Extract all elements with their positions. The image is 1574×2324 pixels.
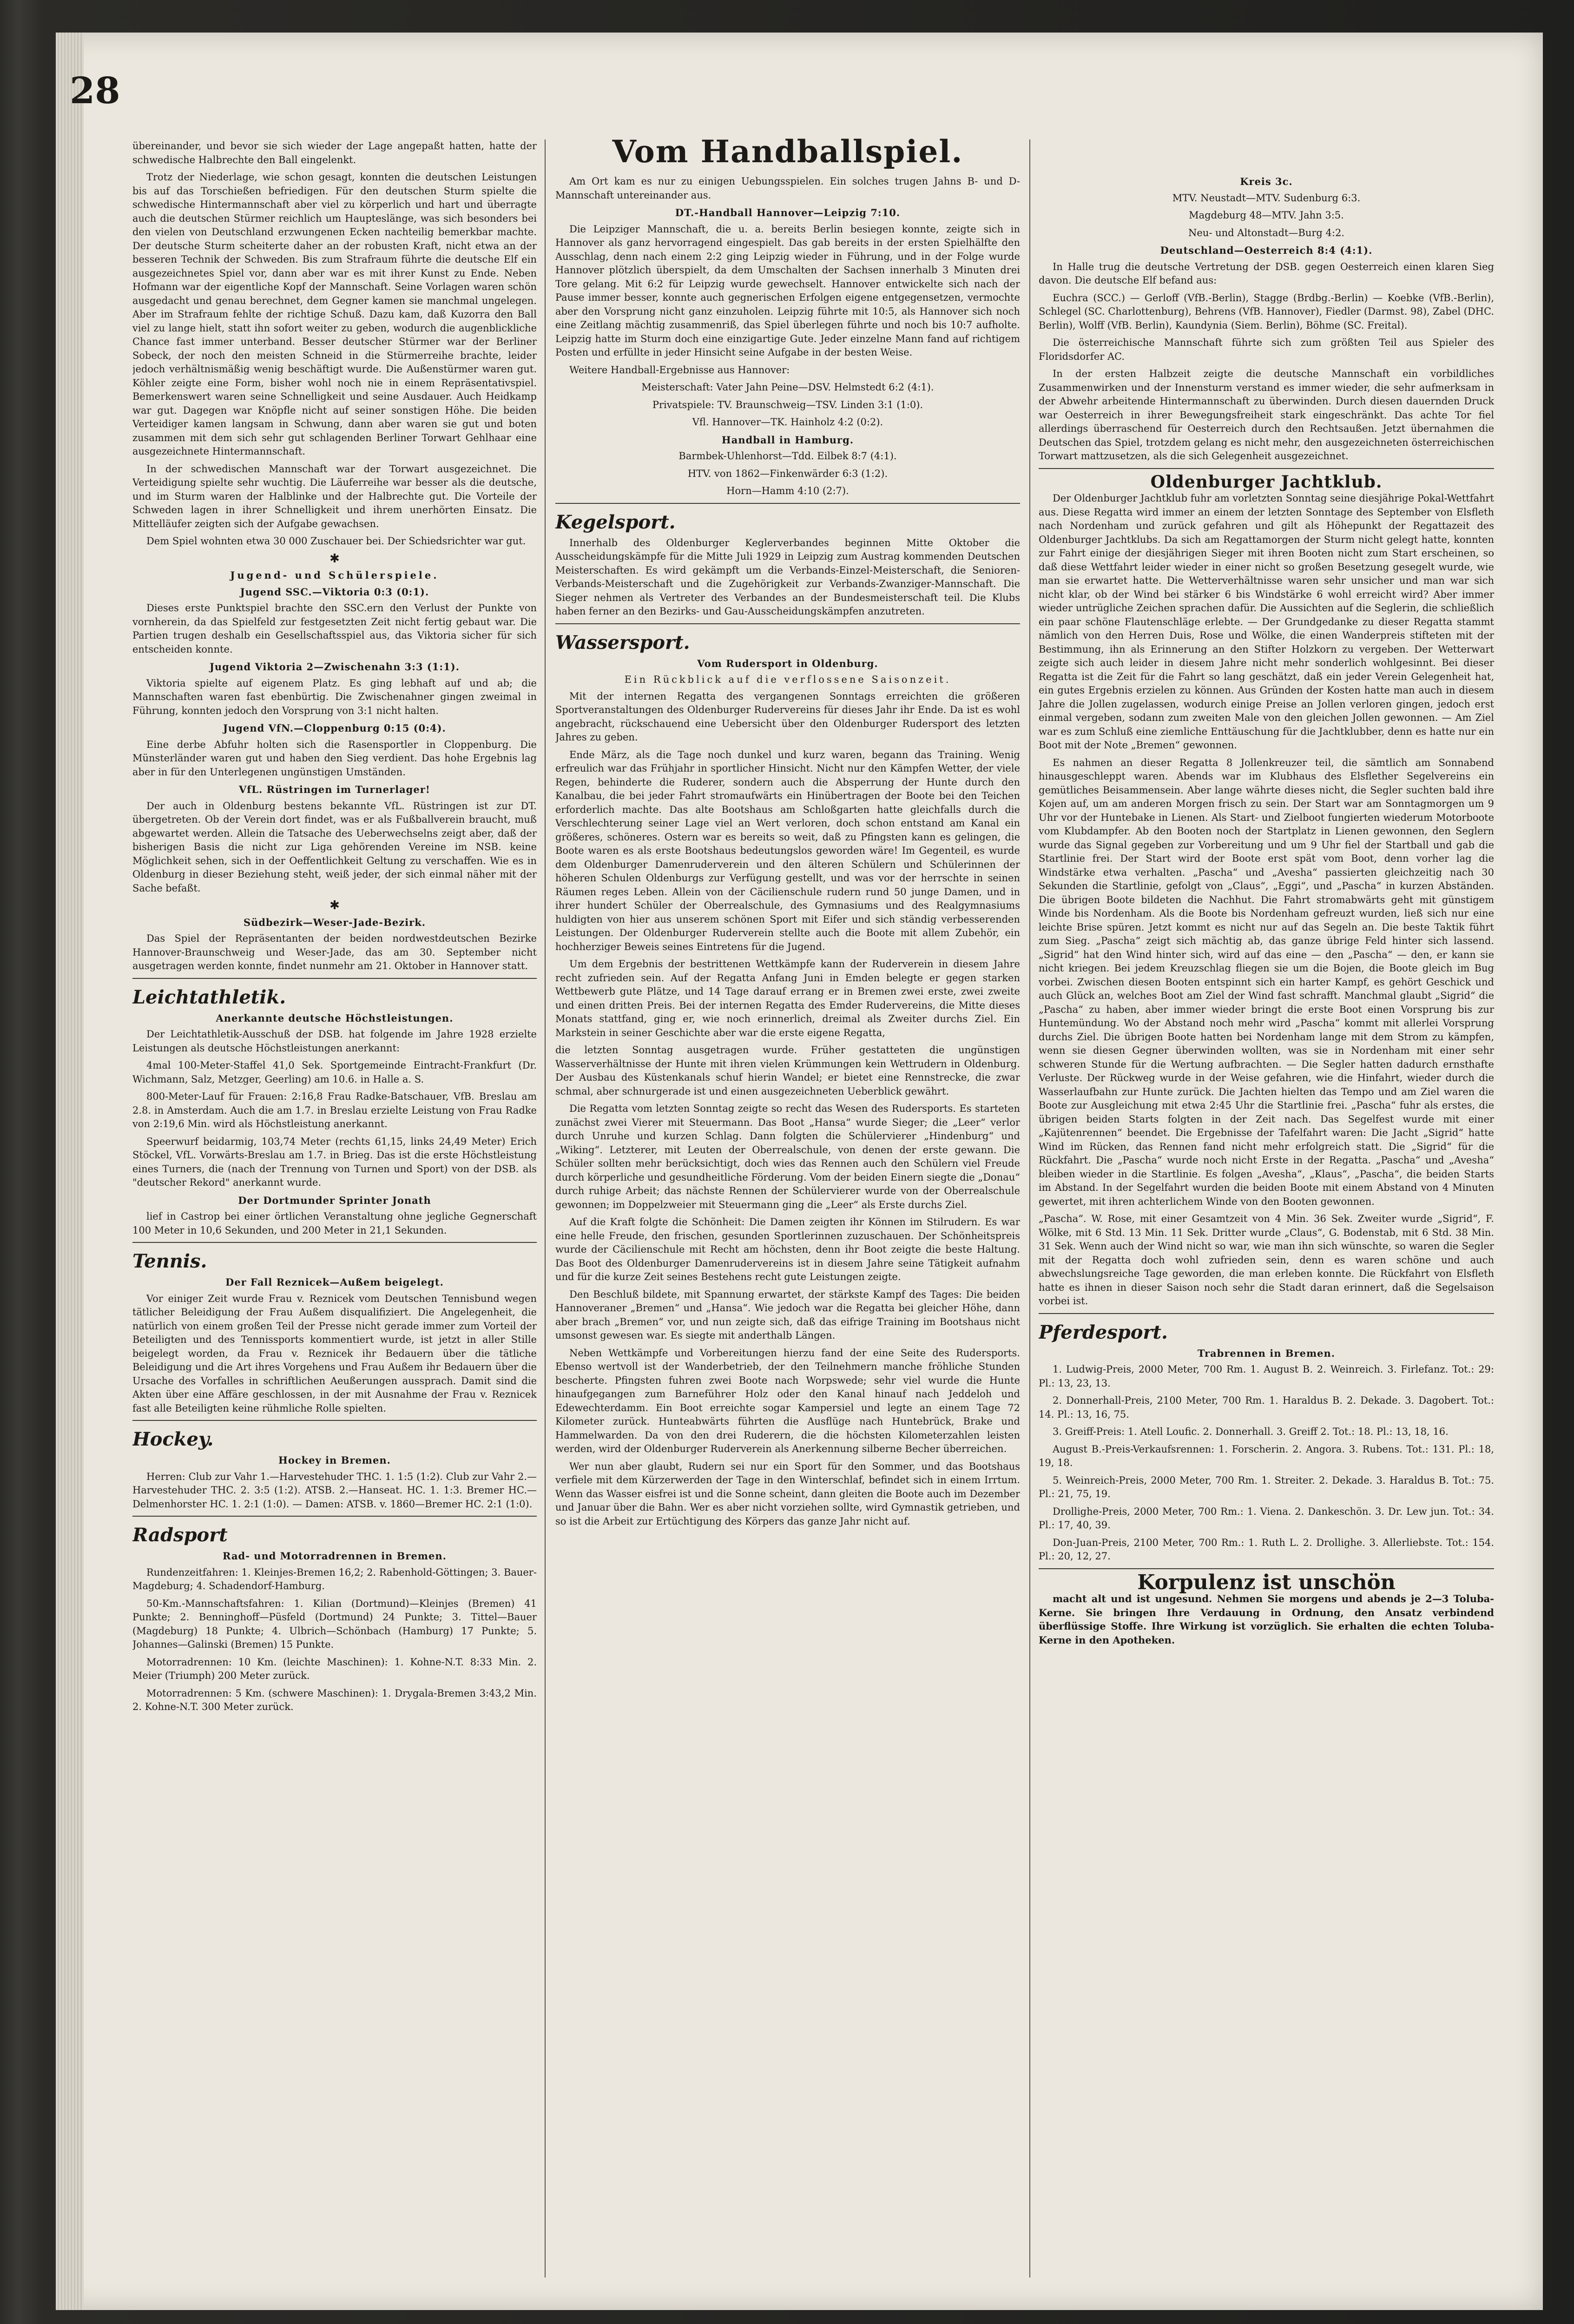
section-subheading: Kreis 3c. xyxy=(1240,176,1293,187)
article-paragraph: Am Ort kam es nur zu einigen Uebungsspielen. Ein solches trugen Jahns B- und D-Mannschaft untereinander aus. xyxy=(555,176,1020,201)
news-heading: Südbezirk—Weser-Jade-Bezirk. xyxy=(243,916,426,928)
article-paragraph: Vor einiger Zeit wurde Frau v. Reznicek vom Deutschen Tennisbund wegen tätlicher Beleidigung der Frau Außem disqualifiziert. Die Angelegenheit, die natürlich von einem großen Teil der Presse nicht gerade immer zum Vorteil der Beteiligten und des Tennissports kommentiert wurde, ist jetzt in aller Stille beigelegt worden, da Frau v. Reznicek ihr Bedauern über die tätliche Beleidigung und die Art ihres Vorgehens und Frau Außem ihr Bedauern über die Ursache des Vorfalles in schriftlichen Aeußerungen aussprach. Damit sind die Akten über eine Affäre geschlossen, in der mit Ausnahme der Frau v. Reznicek fast alle Beteiligten keine rühmliche Rolle spielten. xyxy=(132,1293,537,1414)
result-line: Privatspiele: TV. Braunschweig—TSV. Linden 3:1 (1:0). xyxy=(652,399,923,410)
result-line: Horn—Hamm 4:10 (2:7). xyxy=(726,485,849,496)
article-paragraph: 800-Meter-Lauf für Frauen: 2:16,8 Frau Radke-Batschauer, VfB. Breslau am 2.8. in Amsterdam. Auch die am 1.7. in Breslau erzielte Leistung von Frau Radke von 2:19,6 Min. wird als Höchstleistung anerkannt. xyxy=(132,1091,537,1129)
result-line: Vfl. Hannover—TK. Hainholz 4:2 (0:2). xyxy=(692,416,883,428)
article-paragraph: Euchra (SCC.) — Gerloff (VfB.-Berlin), Stagge (Brdbg.-Berlin) — Koebke (VfB.-Berlin), Schlegel (SC. Charlottenburg), Behrens (VfB. Hannover), Fiedler (Darmst. 98), Zabel (DHC. Berlin), Wolff (VfB. Berlin), Kaundynia (Siem. Berlin), Böhme (SC. Freital). xyxy=(1039,292,1494,331)
article-paragraph: Die Regatta vom letzten Sonntag zeigte so recht das Wesen des Rudersports. Es starteten zunächst zwei Vierer mit Steuermann. Das Boot „Hansa“ wurde Sieger; die „Leer“ verlor durch Unruhe und kurzen Schlag. Dann folgten die Schülervierer „Hindenburg“ und „Wiking“. Letzterer, mit Leuten der Oberrealschule, von denen der erste gewann. Die Schüler sollten mehr berücksichtigt, doch wies das Rennen auch den Schülern viel Freude durch körperliche und gesundheitliche Förderung. Vom der beiden Einern siegte die „Donau“ durch ruhige Arbeit; das nächste Rennen der Schülervierer wurde von der Oberrealschule gewonnen; im Doppelzweier mit Steuermann ging die „Leer“ als Erste durchs Ziel. xyxy=(555,1103,1020,1210)
section-divider xyxy=(1039,1313,1494,1314)
race-result: 1. Ludwig-Preis, 2000 Meter, 700 Rm. 1. August B. 2. Weinreich. 3. Firlefanz. Tot.: 29: Pl.: 13, 23, 13. xyxy=(1039,1364,1494,1389)
article-paragraph: Neben Wettkämpfe und Vorbereitungen hierzu fand der eine Seite des Rudersports. Ebenso wertvoll ist der Wanderbetrieb, der den Teilnehmern manche fröhliche Stunden bescherte. Pfingsten fuhren zwei Boote nach Worpswede; sehr viel wurde die Hunte hinaufgegangen zum Barneführer Holz oder den Kanal hinauf nach Jeddeloh und Edewechterdamm. Ein Boot erreichte sogar Kampersiel und legte an einem Tage 72 Kilometer zurück. Hunteabwärts führten die Ausflüge nach Huntebrück, Brake und Hammelwarden. Da von den drei Ruderern, die die höchsten Kilometerzahlen leisten werden, wird der Oldenburger Ruderverein als Anerkennung silberne Becher überreichen. xyxy=(555,1347,1020,1454)
section-subheading: Handball in Hamburg. xyxy=(721,434,854,446)
match-heading: Jugend VfN.—Cloppenburg 0:15 (0:4). xyxy=(223,722,446,734)
article-paragraph: Rundenzeitfahren: 1. Kleinjes-Bremen 16,2; 2. Rabenhold-Göttingen; 3. Bauer-Magdeburg; 4. Schadendorf-Hamburg. xyxy=(132,1566,537,1591)
section-title-hockey: Hockey. xyxy=(132,1428,214,1450)
article-paragraph: Innerhalb des Oldenburger Keglerverbandes beginnen Mitte Oktober die Ausscheidungskämpfe für die Mitte Juli 1929 in Leipzig zum Austrag kommenden Deutschen Meisterschaften. Es wird gekämpft um die Verbands-Einzel-Meisterschaft, die Senioren-Verbands-Meisterschaft und die Zugehörigkeit zur Verbands-Zwanziger-Mannschaft. Die Sieger nehmen als Vertreter des Verbandes an der Bundesmeisterschaft teil. Die Klubs haben ferner an den Bezirks- und Gau-Ausscheidungskämpfen anzutreten. xyxy=(555,537,1020,617)
article-paragraph: 4mal 100-Meter-Staffel 41,0 Sek. Sportgemeinde Eintracht-Frankfurt (Dr. Wichmann, Salz, Metzger, Geerling) am 10.6. in Halle a. S. xyxy=(132,1060,537,1085)
section-subheading: Rad- und Motorradrennen in Bremen. xyxy=(223,1550,447,1562)
match-heading: Jugend Viktoria 2—Zwischenahn 3:3 (1:1). xyxy=(209,661,460,673)
match-heading: Deutschland—Oesterreich 8:4 (4:1). xyxy=(1160,244,1373,256)
section-title-yacht-club: Oldenburger Jachtklub. xyxy=(1150,472,1383,492)
race-result: Drollighe-Preis, 2000 Meter, 700 Rm.: 1. Viena. 2. Dankeschön. 3. Dr. Lew jun. Tot.: 34. Pl.: 17, 40, 39. xyxy=(1039,1505,1494,1531)
section-title-tennis: Tennis. xyxy=(132,1250,207,1272)
results-heading: Weitere Handball-Ergebnisse aus Hannover: xyxy=(569,364,790,376)
article-paragraph: Mit der internen Regatta des vergangenen Sonntags erreichten die größeren Sportveranstaltungen des Oldenburger Rudervereins für dieses Jahr ihr Ende. Da ist es wohl angebracht, rückschauend eine Uebersicht über den Oldenburger Rudersport des letzten Jahres zu geben. xyxy=(555,690,1020,743)
article-paragraph: Eine derbe Abfuhr holten sich die Rasensportler in Cloppenburg. Die Münsterländer waren gut und haben den Sieg verdient. Das hohe Ergebnis lag aber in für den Unterlegenen ungünstigen Umständen. xyxy=(132,739,537,778)
race-result: 3. Greiff-Preis: 1. Atell Loufic. 2. Donnerhall. 3. Greiff 2. Tot.: 18. Pl.: 13, 18, 16. xyxy=(1053,1426,1449,1437)
section-divider xyxy=(1039,468,1494,469)
section-subheading: Trabrennen in Bremen. xyxy=(1197,1347,1336,1359)
column-left xyxy=(132,139,537,2301)
section-subheading: Ein Rückblick auf die verflossene Saisonzeit. xyxy=(624,674,951,685)
article-paragraph: Das Spiel der Repräsentanten der beiden nordwestdeutschen Bezirke Hannover-Braunschweig und Weser-Jade, das am 30. September nicht ausgetragen werden konnte, findet nunmehr am 21. Oktober in Hannover statt. xyxy=(132,933,537,971)
article-paragraph: Ende März, als die Tage noch dunkel und kurz waren, begann das Training. Wenig erfreulich war das Frühjahr in sportlicher Hinsicht. Nicht nur den Kämpfen Wetter, der viele Regen, behinderte die Ruderer, sondern auch die Absperrung der Hunte durch den Kanalbau, die bei jeder Fahrt stromaufwärts ein Hinübertragen der Boote bei den Teichen erforderlich machte. Das alte Bootshaus am Schloßgarten hatte gleichfalls durch die Verschlechterung seiner Lage viel an Wert verloren, doch schon entstand am Kanal ein größeres, schöneres. Ostern war es bereits so weit, daß zu Pfingsten kann es gelingen, die Boote waren es als erste Bootshaus bedeutungslos geworden wäre! Im Gegenteil, es wurde dem Oldenburger Damenruderverein und den älteren Schülern und Schülerinnen der höheren Schulen Oldenburgs zur Verfügung gestellt, und was vor der herrschte in seinen Räumen reges Leben. Allein von der Cäcilienschule rudern rund 50 junge Damen, und in ihrer hundert Schüler der Oberrealschule, des Gymnasiums und des Realgymnasiums huldigten von hier aus unserem schönen Sport mit Eifer und sich ständig verbesserenden Leistungen. Der Oldenburger Ruderverein stellte auch die Boote mit allem Zubehör, ein hochherziger Beweis seines Eintretens für die Jugend. xyxy=(555,749,1020,952)
result-line: Meisterschaft: Vater Jahn Peine—DSV. Helmstedt 6:2 (4:1). xyxy=(641,382,934,393)
article-paragraph: Viktoria spielte auf eigenem Platz. Es ging lebhaft auf und ab; die Mannschaften waren fast ebenbürtig. Die Zwischenahner gingen zweimal in Führung, konnten jedoch den Vorsprung von 3:1 nicht halten. xyxy=(132,677,537,716)
result-line: Barmbek-Uhlenhorst—Tdd. Eilbek 8:7 (4:1). xyxy=(678,450,897,462)
article-paragraph: lief in Castrop bei einer örtlichen Veranstaltung ohne jegliche Gegnerschaft 100 Meter in 10,6 Sekunden, und 200 Meter in 21,1 Sekunden. xyxy=(132,1211,537,1236)
article-paragraph: die letzten Sonntag ausgetragen wurde. Früher gestatteten die ungünstigen Wasserverhältnisse der Hunte mit ihren vielen Krümmungen kein Wettrudern in Oldenburg. Der Ausbau des Küstenkanals schuf hierin Wandel; er bietet eine Rennstrecke, die zwar schmal, aber schnurgerade ist und einen ausgezeichneten Ueberblick gewährt. xyxy=(555,1044,1020,1097)
section-divider xyxy=(132,1420,537,1421)
race-result: 2. Donnerhall-Preis, 2100 Meter, 700 Rm. 1. Haraldus B. 2. Dekade. 3. Dagobert. Tot.: 14. Pl.: 13, 16, 75. xyxy=(1039,1395,1494,1420)
article-paragraph: Die österreichische Mannschaft führte sich zum größten Teil aus Spieler des Floridsdorfer AC. xyxy=(1039,337,1494,362)
news-heading: VfL. Rüstringen im Turnerlager! xyxy=(238,784,431,795)
article-paragraph: Trotz der Niederlage, wie schon gesagt, konnten die deutschen Leistungen bis auf das Torschießen befriedigen. Für den deutschen Sturm spielte die schwedische Hintermannschaft aber viel zu körperlich und hart und überragte auch die deutschen Stürmer reichlich um Haupteslänge, was sich besonders bei den vielen von Deutschland erzwungenen Ecken nachteilig bemerkbar machte. Der deutsche Sturm scheiterte daher an der robusten Kraft, nicht etwa an der besseren Technik der Schweden. Bis zum Strafraum führte die deutsche Elf ein ausgezeichnetes Spiel vor, dann aber war es mit ihrer Kunst zu Ende. Neben Hofmann war der eigentliche Kopf der Mannschaft. Seine Vorlagen waren schön ausgedacht und genau berechnet, dem Gegner kamen sie manchmal ungelegen. Aber im Strafraum fehlte der richtige Schuß. Dazu kam, daß Kuzorra den Ball viel zu lange hielt, statt ihn sofort weiter zu geben, wodurch die augenblickliche Chance fast immer unterband. Besser deutscher Stürmer war der Berliner Sobeck, der noch den meisten Schneid in die Stürmerreihe brachte, leider jedoch verhältnismäßig wenig beschäftigt wurde. Die Außenstürmer waren gut. Köhler zeigte eine Form, bisher wohl noch nie in einem Repräsentativspiel. Bemerkenswert waren seine Schnelligkeit und seine Ausdauer. Auch Heidkamp war gut. Dagegen war Knöpfle nicht auf seiner sonstigen Höhe. Die beiden Verteidiger kamen langsam in Schwung, dann aber waren sie gut und boten zusammen mit dem sich sehr gut schlagenden Berliner Torwart Gehlhaar eine ausgezeichnete Hintermannschaft. xyxy=(132,172,537,457)
article-paragraph: In der schwedischen Mannschaft war der Torwart ausgezeichnet. Die Verteidigung spielte sehr wuchtig. Die Läuferreihe war besser als die deutsche, und im Sturm waren der Halblinke und der Halbrechte gut. Die Vorteile der Schweden lagen in ihrer Schnelligkeit und ihrem unerhörten Einsatz. Die Mittelläufer zeigten sich der Aufgabe gewachsen. xyxy=(132,463,537,529)
column-rule xyxy=(1029,139,1030,2278)
match-heading: DT.-Handball Hannover—Leipzig 7:10. xyxy=(675,207,901,218)
section-title-pferdesport: Pferdesport. xyxy=(1039,1321,1168,1343)
separator-star: ✱ xyxy=(329,551,340,566)
section-subheading: Hockey in Bremen. xyxy=(278,1454,391,1466)
section-title-radsport: Radsport xyxy=(132,1524,228,1546)
advertisement-text: macht alt und ist ungesund. Nehmen Sie morgens und abends je 2—3 Toluba-Kerne. Sie bringen Ihre Verdauung in Ordnung, den Ansatz verbindend überflüssige Stoffe. Ihre Wirkung ist vorzüglich. Sie erhalten die echten Toluba-Kerne in den Apotheken. xyxy=(1039,1593,1494,1646)
article-paragraph: Wer nun aber glaubt, Rudern sei nur ein Sport für den Sommer, und das Bootshaus verfiele mit dem Kürzerwerden der Tage in den Winterschlaf, befindet sich in einem Irrtum. Wenn das Wasser eisfrei ist und die Sonne scheint, dann gleiten die Boote auch im Dezember und Januar über die Bahn. Wer es aber nicht vorziehen sollte, wird Gymnastik getrieben, und so ist die Arbeit zur Ertüchtigung des Körpers das ganze Jahr nicht auf. xyxy=(555,1460,1020,1527)
article-paragraph: In der ersten Halbzeit zeigte die deutsche Mannschaft ein vorbildliches Zusammenwirken und der Innensturm verstand es immer wieder, die sehr aufmerksam in der Abwehr arbeitende Hintermannschaft zu überwinden. Durch diesen dauernden Druck war Oesterreich in ihrer Bewegungsfreiheit stark eingeschränkt. Das achte Tor fiel allerdings überraschend für Oesterreich durch den Rechtsaußen. Jetzt übernahmen die Deutschen das Spiel, trotzdem gelang es nicht mehr, den ausgezeichneten österreichischen Torwart mattzusetzen, als die sich Gelegenheit ausgezeichnet. xyxy=(1039,368,1494,462)
article-paragraph: Der Leichtathletik-Ausschuß der DSB. hat folgende im Jahre 1928 erzielte Leistungen als deutsche Höchstleistungen anerkannt: xyxy=(132,1029,537,1054)
section-divider xyxy=(1039,1568,1494,1569)
article-paragraph: Dieses erste Punktspiel brachte den SSC.ern den Verlust der Punkte von vornherein, da das Spielfeld zur festgesetzten Zeit nicht fertig gebaut war. Die Partien trugen deshalb ein Gesellschaftsspiel aus, das Viktoria sicher für sich entscheiden konnte. xyxy=(132,602,537,655)
result-line: Magdeburg 48—MTV. Jahn 3:5. xyxy=(1189,210,1344,221)
section-divider xyxy=(555,503,1020,504)
advertisement-title: Korpulenz ist unschön xyxy=(1137,1570,1396,1594)
article-paragraph: Es nahmen an dieser Regatta 8 Jollenkreuzer teil, die sämtlich am Sonnabend hinausgeschleppt waren. Abends war im Klubhaus des Elsflether Segelvereins ein gemütliches Beisammensein. Aber lange währte dieses nicht, die Segler suchten bald ihre Kojen auf, um am anderen Morgen frisch zu sein. Der Start war am Sonntagmorgen um 9 Uhr vor der Huntebake in Lienen. Als Start- und Zielboot fungierten wiederum Motorboote vom Klubdampfer. Ab den Booten noch der Startplatz in Lienen gewonnen, den Seglern wurde das Signal gegeben zur Vorbereitung und um 9 Uhr fiel der Startball und gab die Startlinie frei. Der Start wird der Boote erst spät vom Boot, denn vorher lag die Windstärke etwa verhalten. „Pascha“ und „Avesha“ passierten gleichzeitig nach 30 Sekunden die Startlinie, gefolgt von „Claus“, „Eggi“, und „Pascha“ in kurzen Abständen. Die übrigen Boote bildeten die Nachhut. Die Fahrt stromabwärts geht mit günstigem Winde bis Nordenham. Als die Boote bis Nordenham gefreuzt wurden, ließ sich nur eine leichte Brise spüren. Jetzt kommt es nicht nur auf das Segeln an. Die beste Taktik führt zum Sieg. „Pascha“ zeigt sich mächtig ab, das ganze übrige Feld hinter sich lassend. „Sigrid“ hat den Wind hinter sich, wird auf das eine — den „Pascha“ — den, er kann sie nicht kriegen. Bei jedem Kreuzschlag fliegen sie um die Bojen, die Boote gleich im Bug vorbei. Zwischen diesen Booten entspinnt sich ein harter Kampf, es gehört Geschick und auch Glück an, welches Boot am Ziel der Wind fast schrafft. Manchmal glaubt „Sigrid“ die „Pascha“ zu haben, aber immer wieder bringt die erste Boot einen Vorsprung bis zur Huntemündung. Wo der Abstand noch mehr wird „Pascha“ kommt mit allerlei Vorsprung durchs Ziel. Die übrigen Boote hatten bei Nordenham lange mit dem Strom zu kämpfen, wenn sie diesen Gegner überwinden wollten, was sie in Nordenham mit einer sehr schweren Stunde für die Wertung aufbrachten. — Die Segler hatten dadurch ernsthafte Verluste. Der Rückweg wurde in der Weise gefahren, wie die Hinfahrt, wieder durch die Wasserlaufbahn zur Hunte zurück. Die Jachten hielten das Tempo und am Ziel waren die Boote zur Ausgleichung mit etwa 2:45 Uhr die Startlinie frei. „Pascha“ fuhr als erstes, die übrigen beiden Starts folgten in der Zeit nach. Das Segelfest wurde mit einer „Kajütenrennen“ beendet. Die Ergebnisse der Tafelfahrt waren: Die Jacht „Sigrid“ hatte Wind im Rücken, das Rennen fand nicht mehr erfolgreich statt. Die „Sigrid“ für die Rückfahrt. Die „Pascha“ wurde noch nicht Erste in der Regatta. „Pascha“ und „Avesha“ bleiben wieder in die Startlinie. Es folgen „Avesha“, „Klaus“, „Pascha“, die beiden Starts im Abstand. In der Segelfahrt wurden die beiden Boote mit einem Abstand von 4 Minuten gewertet, mit ihren achterlichem Winde von den Booten gewonnen. xyxy=(1039,757,1494,1207)
article-paragraph: Dem Spiel wohnten etwa 30 000 Zuschauer bei. Der Schiedsrichter war gut. xyxy=(146,535,526,547)
section-divider xyxy=(132,1242,537,1243)
article-paragraph: Auf die Kraft folgte die Schönheit: Die Damen zeigten ihr Können im Stilrudern. Es war eine helle Freude, den frischen, gesunden Sportlerinnen zuzuschauen. Der Schönheitspreis wurde der Cäcilienschule mit Recht am höchsten, denn ihr Boot zeigte die beste Haltung. Das Boot des Oldenburger Damenrudervereins ist in diesem Jahre seine Tätigkeit aufnahm und für die kurze Zeit seines Bestehens recht gute Leistungen zeigte. xyxy=(555,1216,1020,1282)
result-line: HTV. von 1862—Finkenwärder 6:3 (1:2). xyxy=(687,468,888,479)
column-middle xyxy=(555,135,1020,2273)
section-title-wassersport: Wassersport. xyxy=(555,631,690,654)
article-paragraph: übereinander, und bevor sie sich wieder der Lage angepaßt hatten, hatte der schwedische Halbrechte den Ball eingelenkt. xyxy=(132,140,537,165)
result-line: MTV. Neustadt—MTV. Sudenburg 6:3. xyxy=(1172,192,1361,204)
section-title-athletics: Leichtathletik. xyxy=(132,986,286,1008)
section-divider xyxy=(555,623,1020,624)
article-paragraph: Der auch in Oldenburg bestens bekannte VfL. Rüstringen ist zur DT. übergetreten. Ob der Verein dort findet, was er als Fußballverein braucht, muß abgewartet werden. Allein die Tatsache des Ueberwechselns zeigt aber, daß der bisherigen Basis die nicht zur Liga gehörenden Vereine im NSB. keine Möglichkeit sehen, sich in der Oeffentlichkeit Geltung zu verschaffen. Wie es in Oldenburg in dieser Beziehung steht, weiß jeder, der sich einmal näher mit der Sache befaßt. xyxy=(132,800,537,894)
column-rule xyxy=(545,139,546,2278)
article-paragraph: 50-Km.-Mannschaftsfahren: 1. Kilian (Dortmund)—Kleinjes (Bremen) 41 Punkte; 2. Benninghoff—Püsfeld (Dortmund) 24 Punkte; 3. Tittel—Bauer (Magdeburg) 18 Punkte; 4. Ulbrich—Schönbach (Hamburg) 17 Punkte; 5. Johannes—Galinski (Bremen) 15 Punkte. xyxy=(132,1598,537,1650)
article-paragraph: Der Oldenburger Jachtklub fuhr am vorletzten Sonntag seine diesjährige Pokal-Wettfahrt aus. Diese Regatta wird immer an einem der letzten Sonntage des September von Elsfleth nach Nordenham und zurück gefahren und gilt als Höhepunkt der Regattazeit des Oldenburger Jachtklubs. Da sich am Regattamorgen der Sturm nicht gelegt hatte, konnten zur Fahrt einige der diesjährigen Sieger mit ihren Booten nicht zum Start erscheinen, so daß diese Wettfahrt leider wieder in einer nicht so großen Besetzung gesegelt wurde, wie man sie erwartet hatte. Die Wetterverhältnisse waren sehr unsicher und man war sich nicht klar, ob der Wind bei stärker 6 bis Windstärke 6 wohl erreicht wird? Aber immer wieder untrügliche Zeichen sprachen dafür. Die Aussichten auf die Seglerin, die schließlich ein paar schöne Flautenschläge erlebte. — Der Grundgedanke zu dieser Regatta stammt nämlich von den Herren Duis, Rose und Wölke, die einen Wanderpreis stifteten mit der Bestimmung, ihn als Erinnerung an den Stifter Holzkorn zu vergeben. Der Wetterwart zeigte sich auch leider in diesem Jahre nicht mehr sonderlich wohlgesinnt. Bei dieser Regatta ist die Zeit für die Fahrt so lang geschätzt, daß ein jeder Verein Gelegenheit hat, ein gutes Ergebnis erzielen zu können. Aus Gründen der Kosten hatte man auch in diesem Jahre die Jollen zugelassen, wodurch einige Preise an Jollen verloren gingen, jedoch erst einmal vergeben, sodann zum zweiten Male von den gleichen Jollen gewonnen. — Am Ziel war es zum Schluß eine ziemliche Enttäuschung für die Jachtklubber, denn es hatte nur ein Boot mit der Note „Bremen“ gewonnen. xyxy=(1039,493,1494,751)
article-paragraph: Um dem Ergebnis der bestrittenen Wettkämpfe kann der Ruderverein in diesem Jahre recht zufrieden sein. Auf der Regatta Anfang Juni in Emden belegte er gegen starken Wettbewerb gute Plätze, und 14 Tage darauf errang er in Bremen zwei erste, zwei zweite und einen dritten Preis. Bei der internen Regatta des Emder Rudervereins, die Mitte dieses Monats stattfand, ging er, wie noch erinnerlich, dreimal als Zweiter durchs Ziel. Ein Markstein in seiner Geschichte aber war die erste eigene Regatta, xyxy=(555,958,1020,1038)
article-paragraph: Speerwurf beidarmig, 103,74 Meter (rechts 61,15, links 24,49 Meter) Erich Stöckel, VfL. Vorwärts-Breslau am 1.7. in Brieg. Das ist die erste Höchstleistung eines Turners, die (nach der Trennung von Turnen und Sport) von der DSB. als "deutscher Rekord" anerkannt wurde. xyxy=(132,1136,537,1188)
section-subheading: Der Fall Reznicek—Außem beigelegt. xyxy=(225,1276,444,1288)
race-result: August B.-Preis-Verkaufsrennen: 1. Forscherin. 2. Angora. 3. Rubens. Tot.: 131. Pl.: 18, 19, 18. xyxy=(1039,1443,1494,1468)
article-paragraph: Die Leipziger Mannschaft, die u. a. bereits Berlin besiegen konnte, zeigte sich in Hannover als ganz hervorragend eingespielt. Das gab bereits in der ersten Spielhälfte den Ausschlag, denn nach einem 2:2 ging Leipzig wieder in Führung, und in der Folge wurde Hannover plötzlich überspielt, da dem Umschalten der Sachsen innerhalb 3 Minuten drei Tore gelang. Mit 6:2 für Leipzig wurde gewechselt. Hannover entwickelte sich nach der Pause immer besser, konnte auch gegnerischen Erfolgen eigene entgegensetzen, vermochte aber den Vorsprung nicht ganz einzuholen. Leipzig führte mit 10:5, als Hannover sich noch eine Zeitlang mächtig zusammenriß, das Spiel überlegen führte und noch bis 10:7 aufholte. Leipzig hatte im Sturm doch eine einzigartige Gute. Jeder einzelne Mann fand auf richtigem Posten und erfüllte in jeder Hinsicht seine Aufgabe in der besten Weise. xyxy=(555,223,1020,358)
section-divider xyxy=(132,1516,537,1517)
article-paragraph: Motorradrennen: 5 Km. (schwere Maschinen): 1. Drygala-Bremen 3:43,2 Min. 2. Kohne-N.T. 300 Meter zurück. xyxy=(132,1687,537,1712)
article-paragraph: Herren: Club zur Vahr 1.—Harvestehuder THC. 1. 1:5 (1:2). Club zur Vahr 2.—Harvestehuder THC. 2. 3:5 (1:2). ATSB. 2.—Hanseat. HC. 1. 1:3. Bremer HC.—Delmenhorster HC. 1. 2:1 (1:0). — Damen: ATSB. v. 1860—Bremer HC. 2:1 (1:0). xyxy=(132,1471,537,1510)
race-result: Don-Juan-Preis, 2100 Meter, 700 Rm.: 1. Ruth L. 2. Drollighe. 3. Allerliebste. Tot.: 154. Pl.: 20, 12, 27. xyxy=(1039,1537,1494,1562)
section-subheading: Anerkannte deutsche Höchstleistungen. xyxy=(216,1012,454,1024)
column-right xyxy=(1039,172,1494,2324)
section-title-kegelsport: Kegelsport. xyxy=(555,511,676,533)
section-divider xyxy=(132,978,537,979)
section-subheading: Vom Rudersport in Oldenburg. xyxy=(697,657,878,669)
page-edge xyxy=(56,33,84,2310)
page-number: 28 xyxy=(70,70,120,112)
result-line: Neu- und Altonstadt—Burg 4:2. xyxy=(1188,227,1344,238)
race-result: 5. Weinreich-Preis, 2000 Meter, 700 Rm. 1. Streiter. 2. Dekade. 3. Haraldus B. Tot.: 75. Pl.: 21, 75, 19. xyxy=(1039,1474,1494,1499)
article-paragraph: In Halle trug die deutsche Vertretung der DSB. gegen Oesterreich einen klaren Sieg davon. Die deutsche Elf befand aus: xyxy=(1039,261,1494,286)
article-paragraph: Motorradrennen: 10 Km. (leichte Maschinen): 1. Kohne-N.T. 8:33 Min. 2. Meier (Triumph) 200 Meter zurück. xyxy=(132,1656,537,1681)
section-subheading: Jugend- und Schülerspiele. xyxy=(230,569,439,581)
article-paragraph: „Pascha“. W. Rose, mit einer Gesamtzeit von 4 Min. 36 Sek. Zweiter wurde „Sigrid“, F. Wölke, mit 6 Std. 13 Min. 11 Sek. Dritter wurde „Claus“, G. Bodenstab, mit 6 Std. 38 Min. 31 Sek. Wenn auch der Wind nicht so war, wie man ihn sich wünschte, so waren die Segler mit der Regatta doch wohl zufrieden sein, denn es waren schöne und auch abwechslungsreiche Tage geworden, die man erleben konnte. Die Rückfahrt von Elsfleth hatte es ihnen in dieser Saison noch sehr die Stadt daran erinnert, daß die Segelsaison vorbei ist. xyxy=(1039,1213,1494,1307)
article-paragraph: Den Beschluß bildete, mit Spannung erwartet, der stärkste Kampf des Tages: Die beiden Hannoveraner „Bremen“ und „Hansa“. Wie jedoch war die Regatta bei gleicher Höhe, dann aber brach „Bremen“ vor, und nun zeigte sich, daß das eifrige Training im Bootshaus nicht umsonst gewesen war. Es siegte mit anderthalb Längen. xyxy=(555,1288,1020,1341)
handball-masthead: Vom Handballspiel. xyxy=(612,135,963,170)
separator-star: ✱ xyxy=(329,898,340,912)
news-heading: Der Dortmunder Sprinter Jonath xyxy=(238,1194,431,1206)
match-heading: Jugend SSC.—Viktoria 0:3 (0:1). xyxy=(240,586,429,598)
